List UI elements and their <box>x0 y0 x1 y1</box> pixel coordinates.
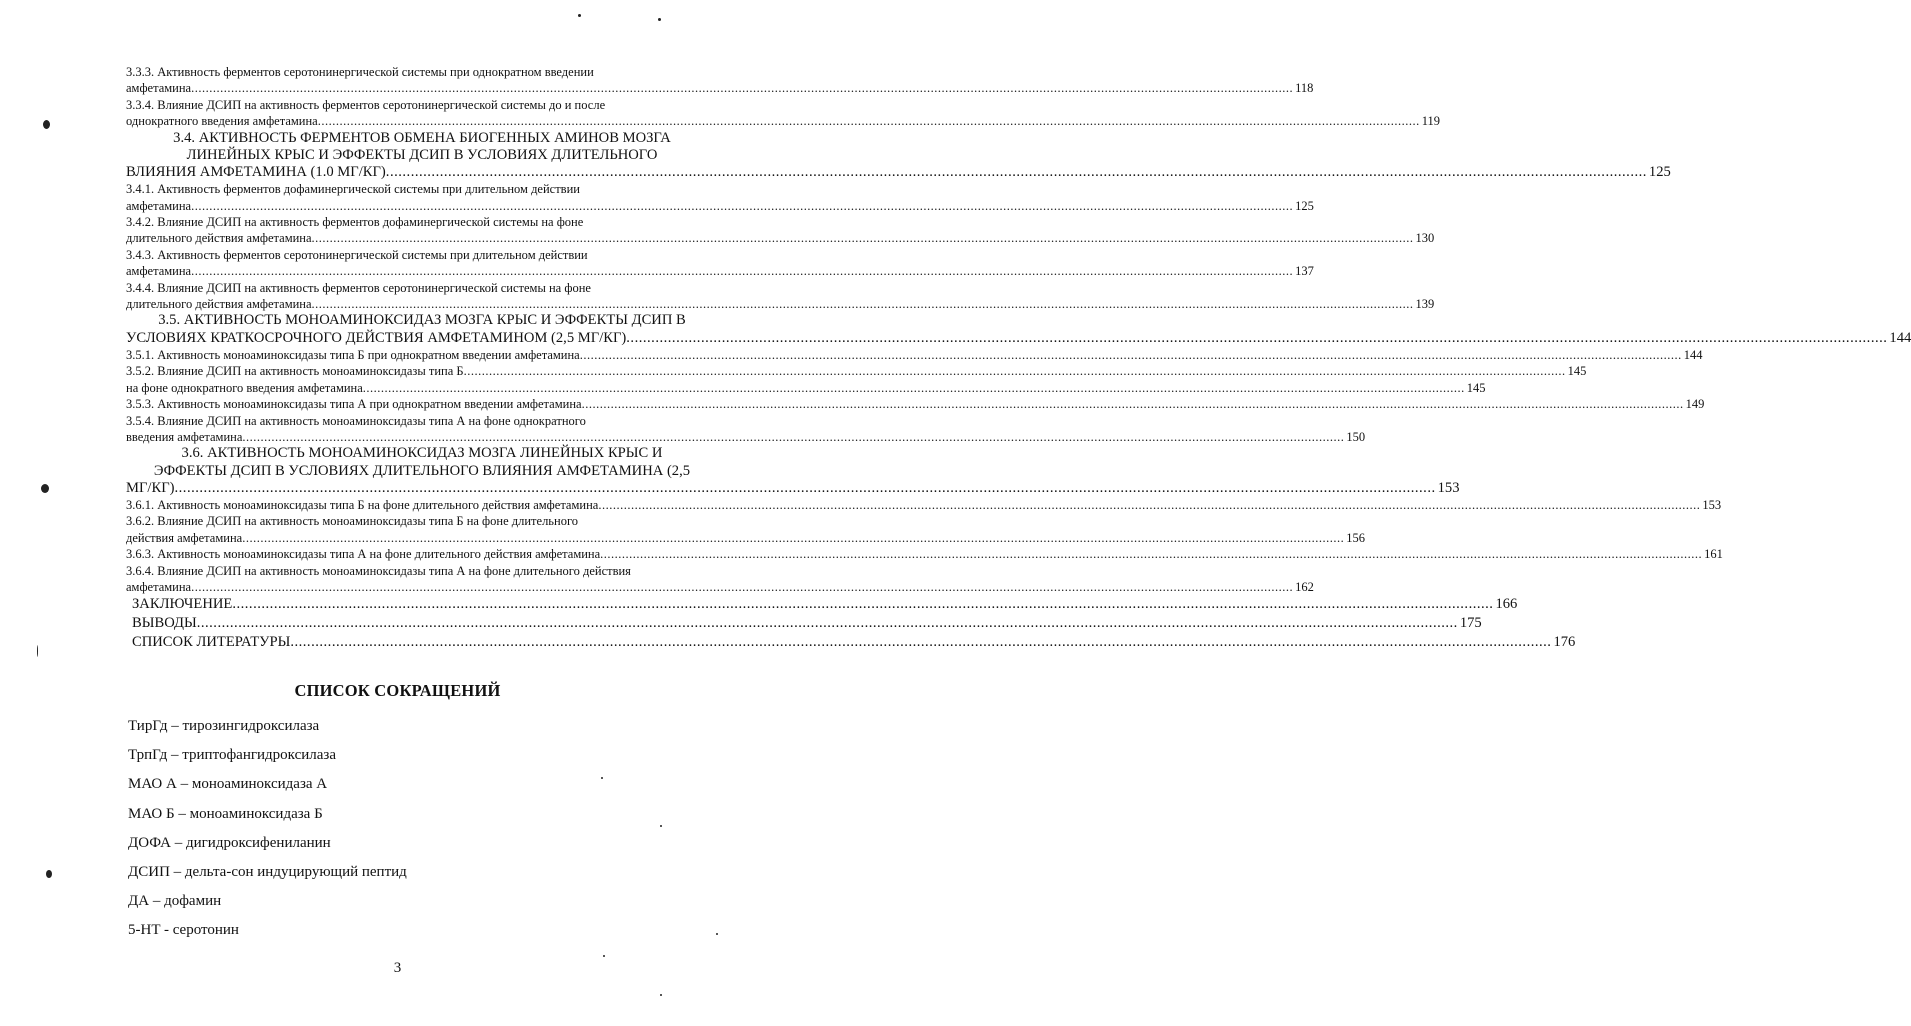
toc-chapter <box>126 614 1482 633</box>
toc-entry-text: 3.5.1. Активность моноаминоксидазы типа Б при однократном введении амфетамина <box>126 347 580 362</box>
toc-line: 3.3.4. Влияние ДСИП на активность ферментов серотонинергической системы до и после <box>126 97 606 112</box>
toc-page-number: 125 <box>1648 164 1671 181</box>
toc-entry-text: амфетамина <box>126 81 192 96</box>
toc-subsection <box>126 563 1314 596</box>
toc-leader-dots <box>600 546 1702 562</box>
toc-line: ЭФФЕКТЫ ДСИП В УСЛОВИЯХ ДЛИТЕЛЬНОГО ВЛИЯНИЯ АМФЕТАМИНА (2,5 <box>153 462 691 479</box>
toc-page-number: 125 <box>1295 198 1314 213</box>
toc-subsection <box>126 380 1486 396</box>
toc-page-number: 144 <box>1683 347 1703 362</box>
toc-leader-row <box>126 296 1435 312</box>
toc-line: 3.3.3. Активность ферментов серотонинергической системы при однократном введении <box>126 65 594 79</box>
toc-leader-row <box>126 230 1435 246</box>
toc-page-number: 166 <box>1495 596 1518 613</box>
toc-line: 3.4.1. Активность ферментов дофаминергической системы при длительном действии <box>126 182 580 197</box>
table-of-contents <box>126 64 1911 652</box>
toc-leader-row <box>126 479 1460 497</box>
toc-leader-row <box>126 198 1314 214</box>
toc-entry-text: на фоне однократного введения амфетамина <box>126 380 363 395</box>
toc-leader-dots <box>363 380 1465 396</box>
toc-entry-text: ЗАКЛЮЧЕНИЕ <box>132 596 233 613</box>
toc-entry-text: действия амфетамина <box>126 530 243 545</box>
toc-leader-row <box>126 380 1486 396</box>
toc-leader-dots <box>191 80 1293 96</box>
toc-subsection <box>126 396 1705 412</box>
toc-leader-row <box>126 263 1314 279</box>
toc-leader-row <box>126 164 1671 181</box>
toc-page-number: 161 <box>1704 547 1723 562</box>
toc-chapter <box>126 595 1518 614</box>
toc-page-number: 118 <box>1295 81 1314 96</box>
abbreviation-item: МАО А – моноаминоксидаза А <box>128 776 328 793</box>
toc-leader-row <box>126 113 1441 129</box>
toc-leader-dots <box>191 579 1293 595</box>
toc-subsection <box>126 497 1722 513</box>
scan-speck <box>658 18 661 21</box>
toc-leader-dots <box>191 198 1293 214</box>
abbreviations-heading: СПИСОК СОКРАЩЕНИЙ <box>294 681 501 700</box>
toc-leader-dots <box>582 396 1684 412</box>
toc-entry-text: СПИСОК ЛИТЕРАТУРЫ <box>132 634 291 651</box>
toc-page-number: 137 <box>1295 264 1314 279</box>
toc-page-number: 175 <box>1459 615 1482 632</box>
toc-entry-text: введения амфетамина <box>126 429 243 444</box>
scan-speck <box>578 14 581 17</box>
toc-leader-row <box>126 329 1911 347</box>
toc-section <box>126 129 1671 182</box>
abbreviation-item: ДСИП – дельта-сон индуцирующий пептид <box>128 863 407 880</box>
toc-leader-row <box>126 396 1705 412</box>
toc-entry-text: 3.6.3. Активность моноаминоксидазы типа А на фоне длительного действия амфетамина <box>126 547 601 562</box>
toc-entry-text: амфетамина <box>126 264 192 279</box>
toc-entry-text: длительного действия амфетамина <box>126 297 312 312</box>
toc-subsection <box>126 64 1314 97</box>
toc-line: 3.6.4. Влияние ДСИП на активность моноаминоксидазы типа А на фоне длительного действия <box>126 563 631 578</box>
toc-subsection <box>126 546 1723 562</box>
toc-entry-text: ВЫВОДЫ <box>132 615 197 632</box>
toc-leader-row <box>126 546 1723 562</box>
toc-leader-dots <box>242 530 1344 546</box>
toc-leader-dots <box>191 263 1293 279</box>
toc-line: 3.4. АКТИВНОСТЬ ФЕРМЕНТОВ ОБМЕНА БИОГЕННЫХ АМИНОВ МОЗГА <box>173 129 671 146</box>
toc-line: 3.4.4. Влияние ДСИП на активность ферментов серотонинергической системы на фоне <box>126 280 591 295</box>
toc-leader-dots <box>242 429 1344 445</box>
toc-subsection <box>126 363 1587 379</box>
toc-leader-row <box>126 363 1587 379</box>
toc-leader-row <box>126 595 1518 614</box>
toc-leader-dots <box>232 595 1493 614</box>
toc-line: 3.4.3. Активность ферментов серотонинергической системы при длительном действии <box>126 247 588 262</box>
toc-page-number: 144 <box>1889 329 1911 346</box>
toc-entry-text: 3.5.2. Влияние ДСИП на активность моноаминоксидазы типа Б <box>126 364 464 379</box>
toc-page-number: 153 <box>1437 479 1460 496</box>
toc-line: 3.6. АКТИВНОСТЬ МОНОАМИНОКСИДАЗ МОЗГА ЛИНЕЙНЫХ КРЫС И <box>181 445 663 462</box>
toc-leader-row <box>126 614 1482 633</box>
abbreviation-item: 5-HT - серотонин <box>128 922 239 939</box>
toc-page-number: 130 <box>1415 231 1435 246</box>
scan-speck <box>37 645 38 657</box>
toc-page-number: 156 <box>1346 530 1365 545</box>
toc-entry-text: ВЛИЯНИЯ АМФЕТАМИНА (1.0 МГ/КГ) <box>126 164 386 181</box>
toc-leader-dots <box>386 164 1647 181</box>
toc-page-number: 149 <box>1685 397 1705 412</box>
page-number: 3 <box>393 960 402 976</box>
toc-chapter <box>126 633 1576 652</box>
toc-line: 3.5. АКТИВНОСТЬ МОНОАМИНОКСИДАЗ МОЗГА КРЫС И ЭФФЕКТЫ ДСИП В <box>158 312 686 329</box>
toc-page-number: 153 <box>1702 497 1722 512</box>
abbreviation-item: МАО Б – моноаминоксидаза Б <box>128 805 323 822</box>
toc-leader-dots <box>318 113 1420 129</box>
toc-subsection <box>126 280 1435 313</box>
toc-section <box>126 445 1460 497</box>
toc-subsection <box>126 214 1435 247</box>
toc-line: 3.5.4. Влияние ДСИП на активность моноаминоксидазы типа А на фоне однократного <box>126 413 586 428</box>
toc-entry-text: однократного введения амфетамина <box>126 114 318 129</box>
abbreviation-item: ДА – дофамин <box>128 893 222 910</box>
scan-speck <box>603 955 605 957</box>
toc-page-number: 176 <box>1553 634 1576 651</box>
toc-page-number: 162 <box>1295 579 1314 594</box>
scan-speck <box>601 777 603 779</box>
scan-speck <box>46 870 52 878</box>
toc-page-number: 150 <box>1346 429 1366 444</box>
toc-section <box>126 312 1911 346</box>
toc-entry-text: амфетамина <box>126 198 192 213</box>
toc-leader-dots <box>580 347 1682 363</box>
toc-page-number: 139 <box>1415 297 1435 312</box>
toc-leader-row <box>126 579 1314 595</box>
toc-entry-text: 3.6.1. Активность моноаминоксидазы типа Б на фоне длительного действия амфетамина <box>126 497 599 512</box>
toc-page-number: 145 <box>1567 364 1587 379</box>
abbreviation-item: ДОФА – дигидроксифениланин <box>128 834 331 851</box>
toc-leader-dots <box>175 480 1436 497</box>
toc-page-number: 119 <box>1421 114 1441 129</box>
abbreviations-list <box>128 716 407 950</box>
scan-speck <box>43 120 50 129</box>
toc-line: 3.6.2. Влияние ДСИП на активность моноаминоксидазы типа Б на фоне длительного <box>126 514 579 529</box>
toc-subsection <box>126 181 1314 214</box>
toc-entry-text: длительного действия амфетамина <box>126 231 312 246</box>
toc-entry-text: 3.5.3. Активность моноаминоксидазы типа А при однократном введении амфетамина <box>126 397 582 412</box>
abbreviation-item: ТрпГд – триптофангидроксилаза <box>128 747 336 764</box>
toc-entry-text: УСЛОВИЯХ КРАТКОСРОЧНОГО ДЕЙСТВИЯ АМФЕТАМИНОМ (2,5 МГ/КГ) <box>126 329 627 346</box>
toc-line: ЛИНЕЙНЫХ КРЫС И ЭФФЕКТЫ ДСИП В УСЛОВИЯХ ДЛИТЕЛЬНОГО <box>186 146 658 163</box>
scan-speck <box>716 933 718 935</box>
toc-leader-row <box>126 530 1365 546</box>
toc-leader-row <box>126 80 1314 96</box>
toc-leader-dots <box>197 614 1458 633</box>
toc-leader-dots <box>626 330 1887 347</box>
toc-subsection <box>126 513 1365 546</box>
abbreviation-item: ТирГд – тирозингидроксилаза <box>128 718 320 734</box>
toc-line: 3.4.2. Влияние ДСИП на активность ферментов дофаминергической системы на фоне <box>126 215 584 230</box>
toc-leader-row <box>126 497 1722 513</box>
toc-entry-text: амфетамина <box>126 579 192 594</box>
toc-leader-dots <box>290 633 1551 652</box>
toc-leader-row <box>126 633 1576 652</box>
toc-leader-row <box>126 429 1366 445</box>
toc-leader-dots <box>464 363 1566 379</box>
toc-leader-dots <box>312 230 1414 246</box>
toc-page-number: 145 <box>1466 380 1486 395</box>
toc-subsection <box>126 413 1366 446</box>
toc-leader-dots <box>598 497 1700 513</box>
scan-speck <box>660 825 662 827</box>
toc-subsection <box>126 247 1314 280</box>
toc-subsection <box>126 97 1441 130</box>
toc-subsection <box>126 347 1703 363</box>
toc-leader-dots <box>312 296 1414 312</box>
toc-leader-row <box>126 347 1703 363</box>
scan-speck <box>41 484 49 493</box>
toc-entry-text: МГ/КГ) <box>126 479 175 496</box>
scan-speck <box>660 994 662 996</box>
